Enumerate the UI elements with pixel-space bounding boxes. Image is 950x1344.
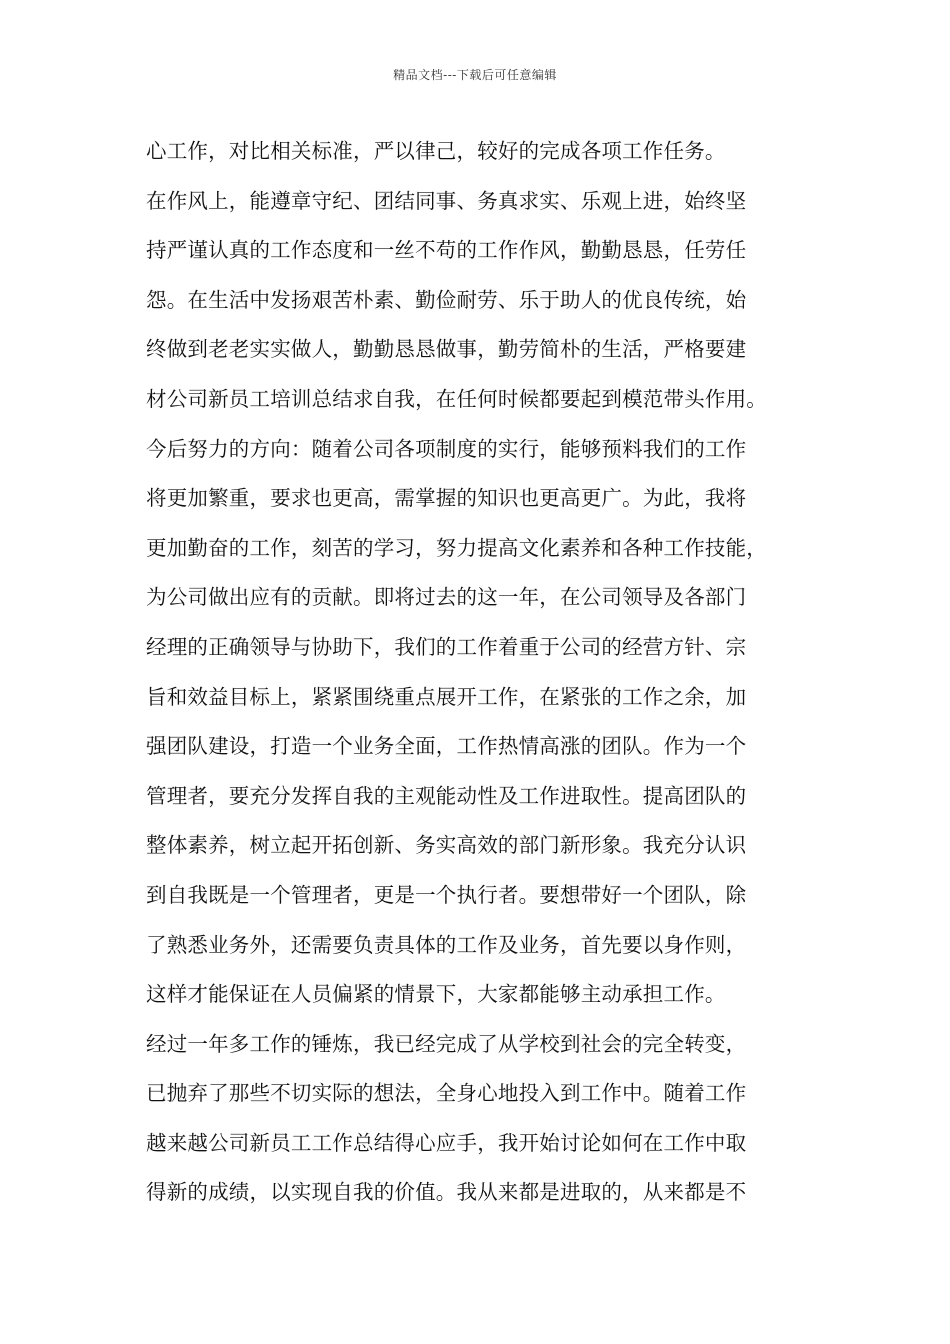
text-line: 得新的成绩，以实现自我的价值。我从来都是进取的，从来都是不 <box>146 1180 747 1205</box>
text-line: 为公司做出应有的贡献。即将过去的这一年，在公司领导及各部门 <box>146 585 747 610</box>
text-line: 终做到老老实实做人，勤勤恳恳做事，勤劳简朴的生活，严格要建 <box>146 337 747 362</box>
text-line: 越来越公司新员工工作总结得心应手，我开始讨论如何在工作中取 <box>146 1130 747 1155</box>
text-line: 怨。在生活中发扬艰苦朴素、勤俭耐劳、乐于助人的优良传统，始 <box>146 287 747 312</box>
text-line: 这样才能保证在人员偏紧的情景下，大家都能够主动承担工作。 <box>146 982 726 1007</box>
text-line: 将更加繁重，要求也更高，需掌握的知识也更高更广。为此，我将 <box>146 486 747 511</box>
text-line: 强团队建设，打造一个业务全面，工作热情高涨的团队。作为一个 <box>146 734 747 759</box>
text-line: 经理的正确领导与协助下，我们的工作着重于公司的经营方针、宗 <box>146 634 747 659</box>
text-line: 经过一年多工作的锤炼，我已经完成了从学校到社会的完全转变， <box>146 1031 747 1056</box>
text-line: 持严谨认真的工作态度和一丝不苟的工作作风，勤勤恳恳，任劳任 <box>146 238 747 263</box>
text-line: 了熟悉业务外，还需要负责具体的工作及业务，首先要以身作则， <box>146 932 747 957</box>
text-line: 管理者，要充分发挥自我的主观能动性及工作进取性。提高团队的 <box>146 783 747 808</box>
text-line: 今后努力的方向：随着公司各项制度的实行，能够预料我们的工作 <box>146 436 747 461</box>
text-line: 材公司新员工培训总结求自我，在任何时候都要起到模范带头作用。 <box>146 386 767 411</box>
text-line: 在作风上，能遵章守纪、团结同事、务真求实、乐观上进，始终坚 <box>146 188 747 213</box>
page-header: 精品文档---下载后可任意编辑 <box>393 68 557 82</box>
text-line: 旨和效益目标上，紧紧围绕重点展开工作，在紧张的工作之余，加 <box>146 684 747 709</box>
text-line: 心工作，对比相关标准，严以律己，较好的完成各项工作任务。 <box>146 139 726 163</box>
text-line: 已抛弃了那些不切实际的想法，全身心地投入到工作中。随着工作 <box>146 1081 747 1106</box>
text-line: 更加勤奋的工作，刻苦的学习，努力提高文化素养和各种工作技能， <box>146 535 767 560</box>
text-line: 到自我既是一个管理者，更是一个执行者。要想带好一个团队，除 <box>146 882 747 907</box>
body-text <box>146 127 826 1218</box>
text-line: 整体素养，树立起开拓创新、务实高效的部门新形象。我充分认识 <box>146 833 747 858</box>
